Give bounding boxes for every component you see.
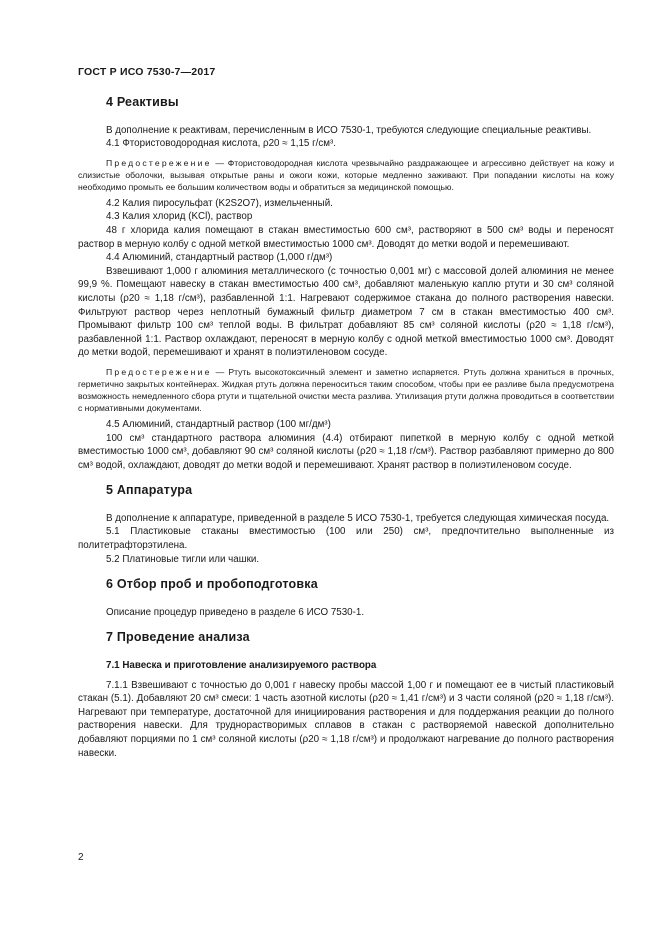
document-header: ГОСТ Р ИСО 7530-7—2017 (78, 66, 216, 78)
reagent-4-1: 4.1 Фтористоводородная кислота, ρ20 ≈ 1,15 г/см³. (106, 138, 337, 150)
section-7-title: 7 Проведение анализа (106, 630, 250, 645)
page-number: 2 (78, 852, 84, 863)
reagent-4-5-text: 100 см³ стандартного раствора алюминия (4.4) отбирают пипеткой в мерную колбу с одной меткой вместимостью 1000 см³, добавляют 90 см³ соляной кислоты (ρ20 ≈ 1,18 г/см³). Раствор разбавляют примерно до 800 см³ водой, охлаждают, доводят до метки водой и перемешивают. Хранят раствор в полиэтиленовом сосуде. (78, 432, 614, 471)
document-body (78, 92, 614, 760)
apparatus-5-2: 5.2 Платиновые тигли или чашки. (106, 553, 260, 565)
reagent-4-4: 4.4 Алюминий, стандартный раствор (1,000 г/дм³) (106, 252, 333, 264)
warning-text: — Ртуть высокотоксичный элемент и заметно испаряется. Ртуть должна храниться в прочных, герметично закрытых контейнерах. Жидкая ртуть должна переноситься таким способом, чтобы при ее разливе была предусмотрена возможность немедленного сбора ртути и тщательной очистки места разлива. Утилизация ртути должна проводиться в соответствии с нормативными документами. (78, 366, 614, 413)
section-5-title: 5 Аппаратура (106, 483, 193, 498)
warning-mercury (78, 366, 614, 414)
paragraph-7-1-1: 7.1.1 Взвешивают с точностью до 0,001 г навеску пробы массой 1,00 г и помещают ее в чистый пластиковый стакан (5.1). Добавляют 20 см³ смеси: 1 часть азотной кислоты (ρ20 ≈ 1,41 г/см³) и 3 части соляной (ρ20 ≈ 1,18 г/см³). Нагревают при температуре, достаточной для инициирования растворения и для поддержания реакции до полного растворения навески. Для труднорастворимых сплавов в стакан с растворяемой навеской дополнительно добавляют порциями по 1 см³ соляной кислоты (ρ20 ≈ 1,18 г/см³) и продолжают нагревание до полного растворения навески. (78, 679, 614, 759)
section-5-intro: В дополнение к аппаратуре, приведенной в разделе 5 ИСО 7530-1, требуется следующая химическая посуда. (106, 512, 610, 524)
section-6-text: Описание процедур приведено в разделе 6 ИСО 7530-1. (106, 606, 365, 618)
warning-hf (78, 157, 614, 193)
section-6-title: 6 Отбор проб и пробоподготовка (106, 577, 318, 592)
reagent-4-4-text: Взвешивают 1,000 г алюминия металлического (с точностью 0,001 мг) с массовой долей алюминия не менее 99,9 %. Помещают навеску в стакан вместимостью 400 см³, добавляют маленькую каплю ртути и 30 см³ соляной кислоты (ρ20 ≈ 1,18 г/см³), разбавленной 1:1. Нагревают содержимое стакана до полного растворения навески. Фильтруют раствор через неплотный бумажный фильтр диаметром 7 см в стакан вместимостью 400 см³. Промывают фильтр 100 см³ теплой воды. В фильтрат добавляют 85 см³ соляной кислоты (ρ20 ≈ 1,18 г/см³), разбавленной 1:1. Раствор охлаждают, переносят в мерную колбу с одной меткой вместимостью 1000 см³. Доводят до метки водой, перемешивают и хранят в полиэтиленовом сосуде. (78, 265, 614, 359)
reagent-4-2: 4.2 Калия пиросульфат (K2S2O7), измельченный. (106, 197, 333, 209)
section-4-title: 4 Реактивы (106, 95, 179, 109)
warning-label: Предостережение (106, 366, 212, 377)
warning-text: — Фтористоводородная кислота чрезвычайно раздражающее и агрессивно действует на кожу и слизистые оболочки, вызывая открытые раны и ожоги кожи, которые медленно заживают. При попадании кислоты на кожу необходимо промыть ее большим количеством воды и обратиться за медицинской помощью. (78, 157, 614, 192)
subsection-7-1-title: 7.1 Навеска и приготовление анализируемого раствора (106, 660, 377, 672)
apparatus-5-1: 5.1 Пластиковые стаканы вместимостью (100 или 250) см³, предпочтительно выполненные из политетрафторэтилена. (78, 526, 614, 552)
warning-label: Предостережение (106, 157, 212, 168)
reagent-4-3-text: 48 г хлорида калия помещают в стакан вместимостью 600 см³, растворяют в 500 см³ воды и переносят раствор в мерную колбу с одной меткой вместимостью 1000 см³. Доводят до метки водой и перемешивают. (78, 224, 614, 250)
section-4-intro: В дополнение к реактивам, перечисленным в ИСО 7530-1, требуются следующие специальные реактивы. (106, 124, 592, 136)
reagent-4-3: 4.3 Калия хлорид (KCl), раствор (106, 211, 253, 223)
reagent-4-5: 4.5 Алюминий, стандартный раствор (100 мг/дм³) (106, 418, 331, 430)
